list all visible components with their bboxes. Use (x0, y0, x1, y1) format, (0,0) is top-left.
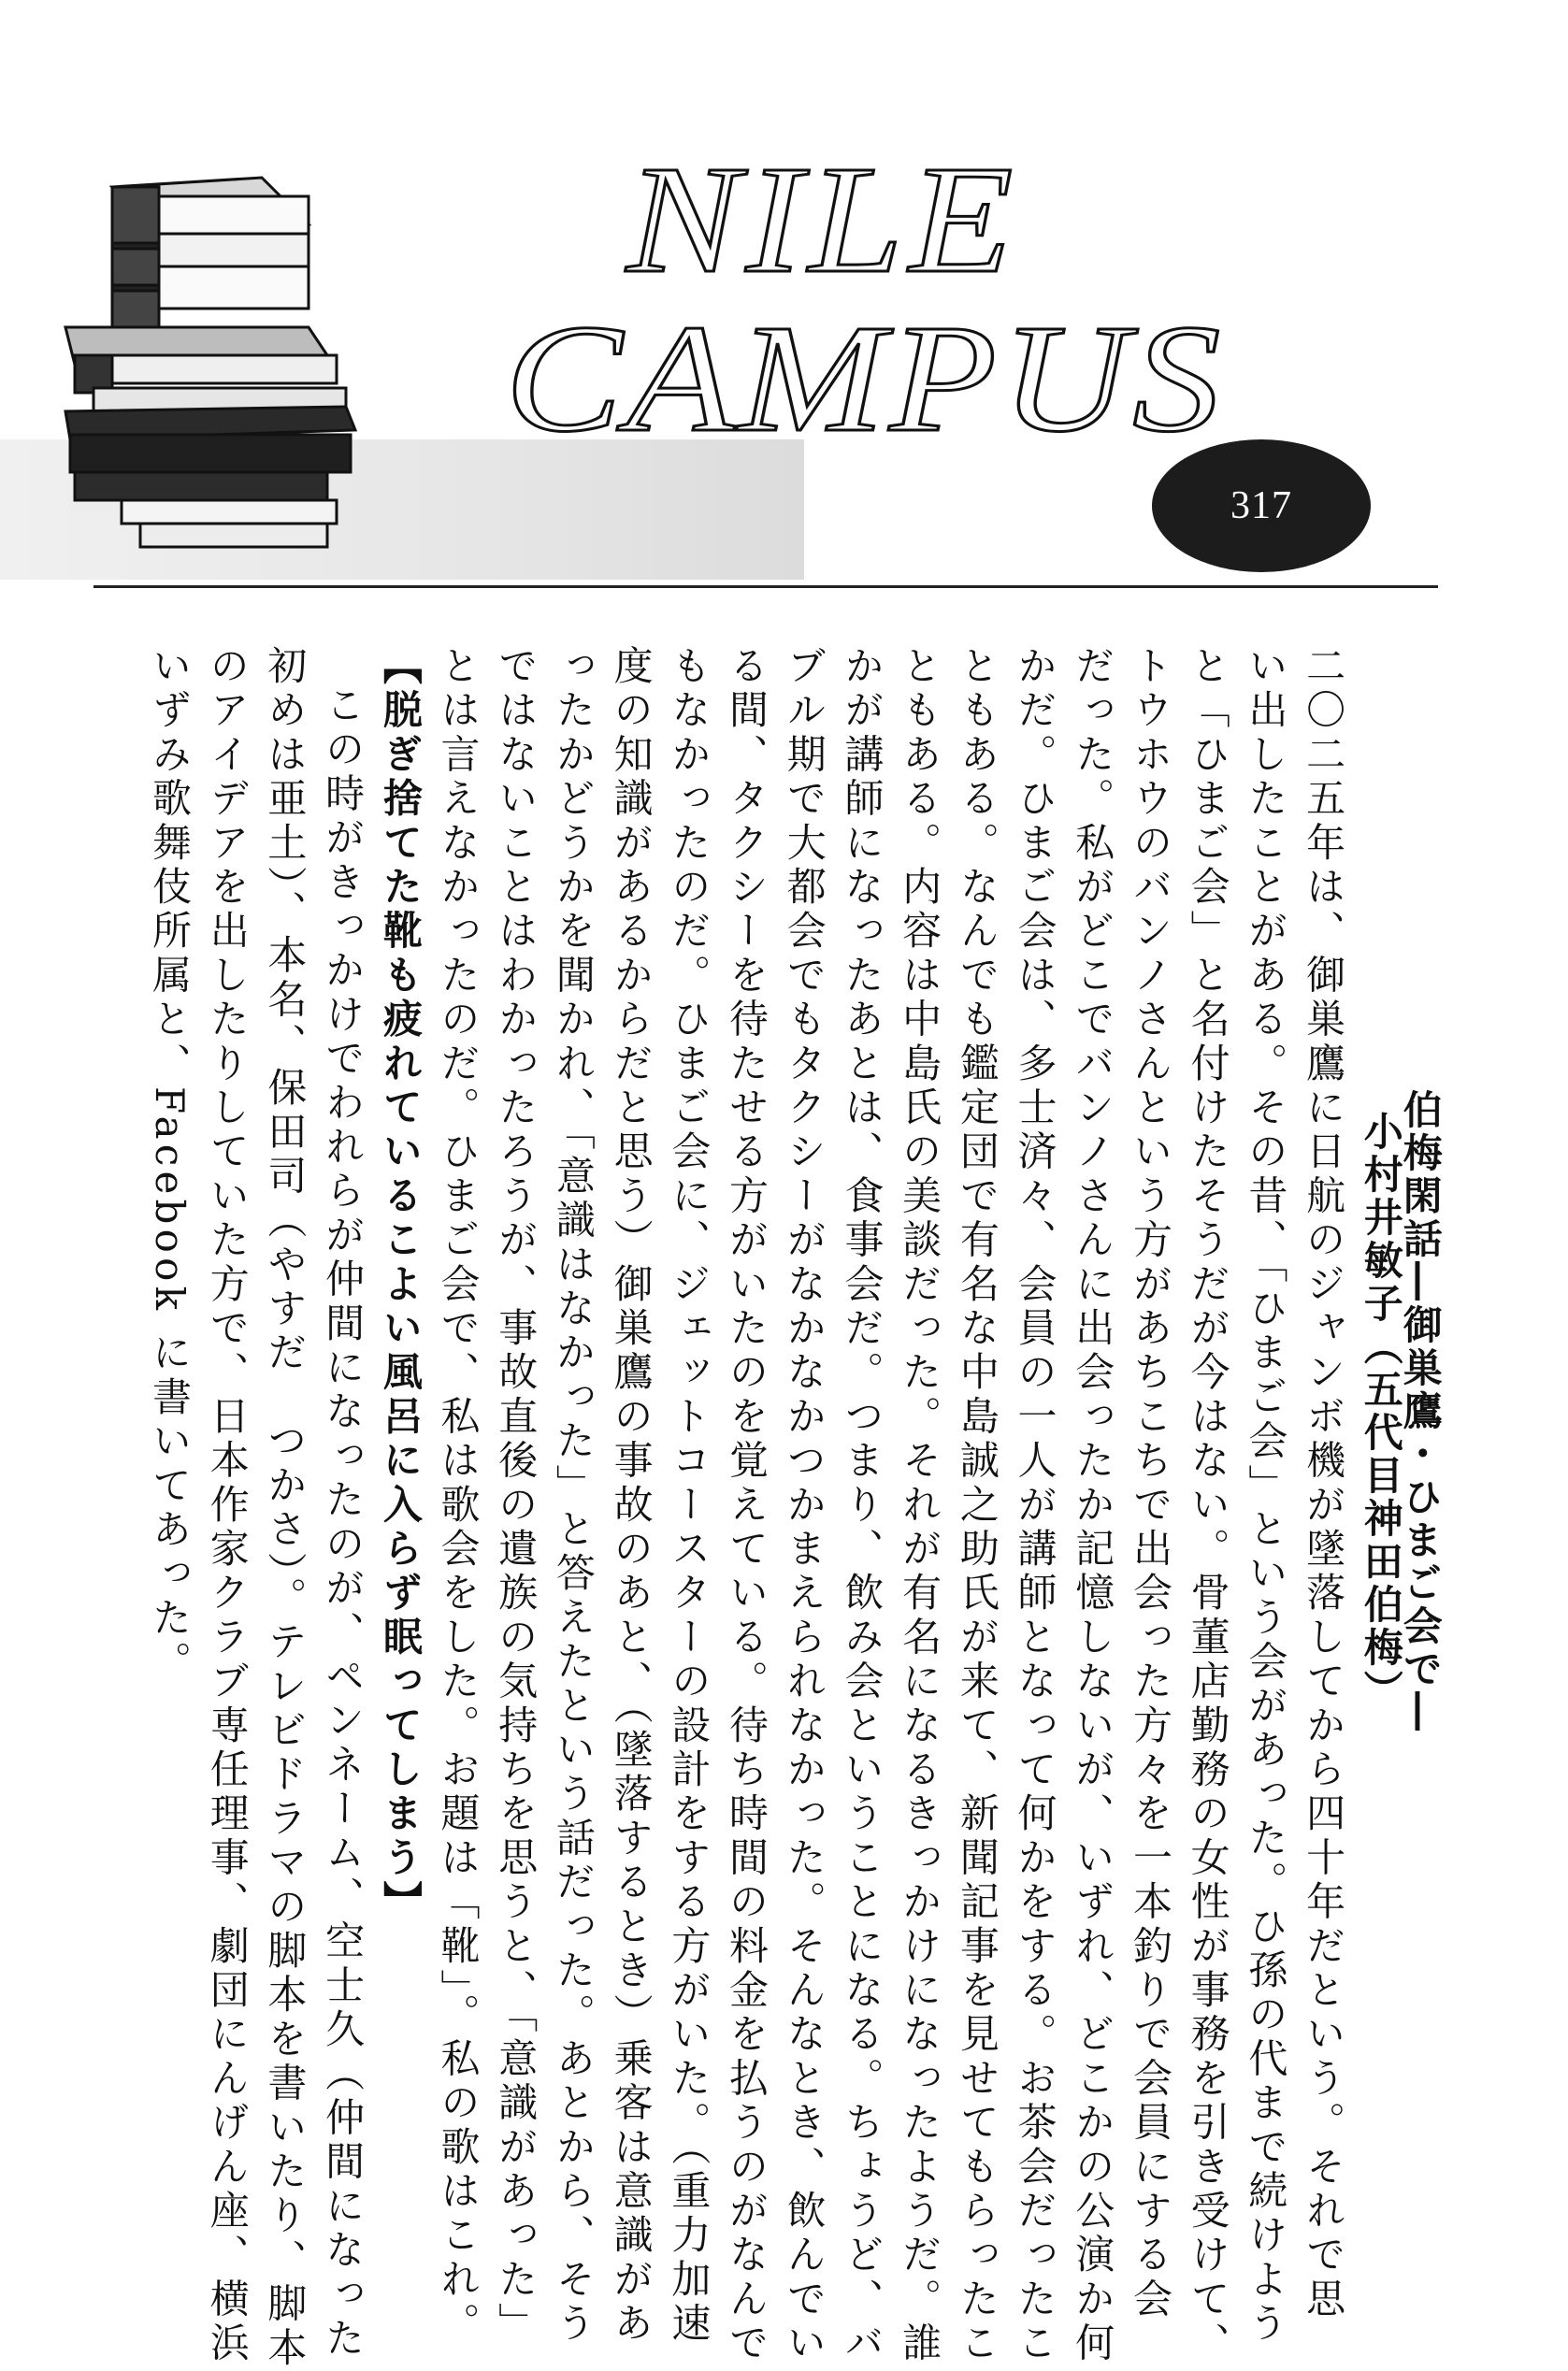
text-line: この時がきっかけでわれらが仲間になったのが、ペンネーム、空士久（仲間になった (320, 684, 367, 2362)
article-body (147, 645, 1444, 2371)
tanka-line: 【脱ぎ捨てた靴も疲れているこよい風呂に入らず眠ってしまう】 (377, 645, 424, 1925)
text-line: もなかったのだ。ひまご会に、ジェットコースターの設計をする方がいた。（重力加速 (666, 645, 712, 2347)
text-line: ではないことはわかったろうが、事故直後の遺族の気持ちを思うと、「意識があった」 (493, 645, 539, 2347)
masthead-line1: NILE (624, 134, 1019, 305)
text-line: ったかどうかを聞かれ、「意識はなかった」と答えたという話だった。あとから、そう (550, 645, 597, 2347)
text-line: ブル期で大都会でもタクシーがなかなかつかまえられなかった。そんなとき、飲んでい (781, 645, 827, 2366)
text-line: いずみ歌舞伎所属と、Facebook に書いてあった。 (147, 645, 193, 1686)
stacked-books-illustration (47, 168, 393, 561)
text-line: かだ。ひまご会は、多士済々、会員の一人が講師となって何かをする。お茶会だったこ (1012, 645, 1058, 2366)
article-author: 小村井敏子（五代目神田伯梅） (1358, 1111, 1404, 1713)
text-line: 初めは亜土）、本名、保田司（やすだ つかさ）。テレビドラマの脚本を書いたり、脚本 (262, 645, 309, 2371)
text-line: かが講師になったあとは、食事会だ。つまり、飲み会ということになる。ちょうど、バ (839, 645, 885, 2366)
text-line: 度の知識があるからだと思う）御巣鷹の事故のあと、（墜落するとき）乗客は意識があ (608, 645, 655, 2347)
text-line: だった。私がどこでバンノさんに出会ったか記憶しないが、いずれ、どこかの公演か何 (1070, 645, 1116, 2366)
text-line: と「ひまご会」と名付けたそうだが今はない。骨董店勤務の女性が事務を引き受けて、 (1185, 645, 1231, 2366)
text-line: とは言えなかったのだ。ひまご会で、私は歌会をした。お題は「靴」。私の歌はこれ。 (435, 645, 482, 2347)
article-title: 伯梅閑話―御巣鷹・ひまご会で― (1397, 1089, 1444, 1734)
text-line: ともある。なんでも鑑定団で有名な中島誠之助氏が来て、新聞記事を見せてもらったこ (954, 645, 1000, 2366)
text-line: い出したことがある。その昔、「ひまご会」という会があった。ひ孫の代まで続けよう (1243, 645, 1289, 2347)
text-line: のアイデアを出したりしていた方で、日本作家クラブ専任理事、劇団にんげん座、横浜 (204, 645, 251, 2366)
issue-number-badge (1152, 439, 1371, 572)
article-title-column (1358, 645, 1444, 2178)
issue-number: 317 (1230, 484, 1292, 527)
header-divider (94, 585, 1438, 588)
text-line: ともある。内容は中島氏の美談だった。それが有名になるきっかけになったようだ。誰 (897, 645, 943, 2366)
text-line: る間、タクシーを待たせる方がいたのを覚えている。待ち時間の料金を払うのがなんで (724, 645, 770, 2366)
text-line: トウホウのバンノさんという方があちこちで出会った方々を一本釣りで会員にする会 (1127, 645, 1173, 2322)
text-line: 二〇二五年は、御巣鷹に日航のジャンボ機が墜落してから四十年だという。それで思 (1301, 645, 1347, 2322)
masthead-line2: CAMPUS (505, 293, 1225, 464)
nile-campus-logo (505, 131, 1272, 464)
